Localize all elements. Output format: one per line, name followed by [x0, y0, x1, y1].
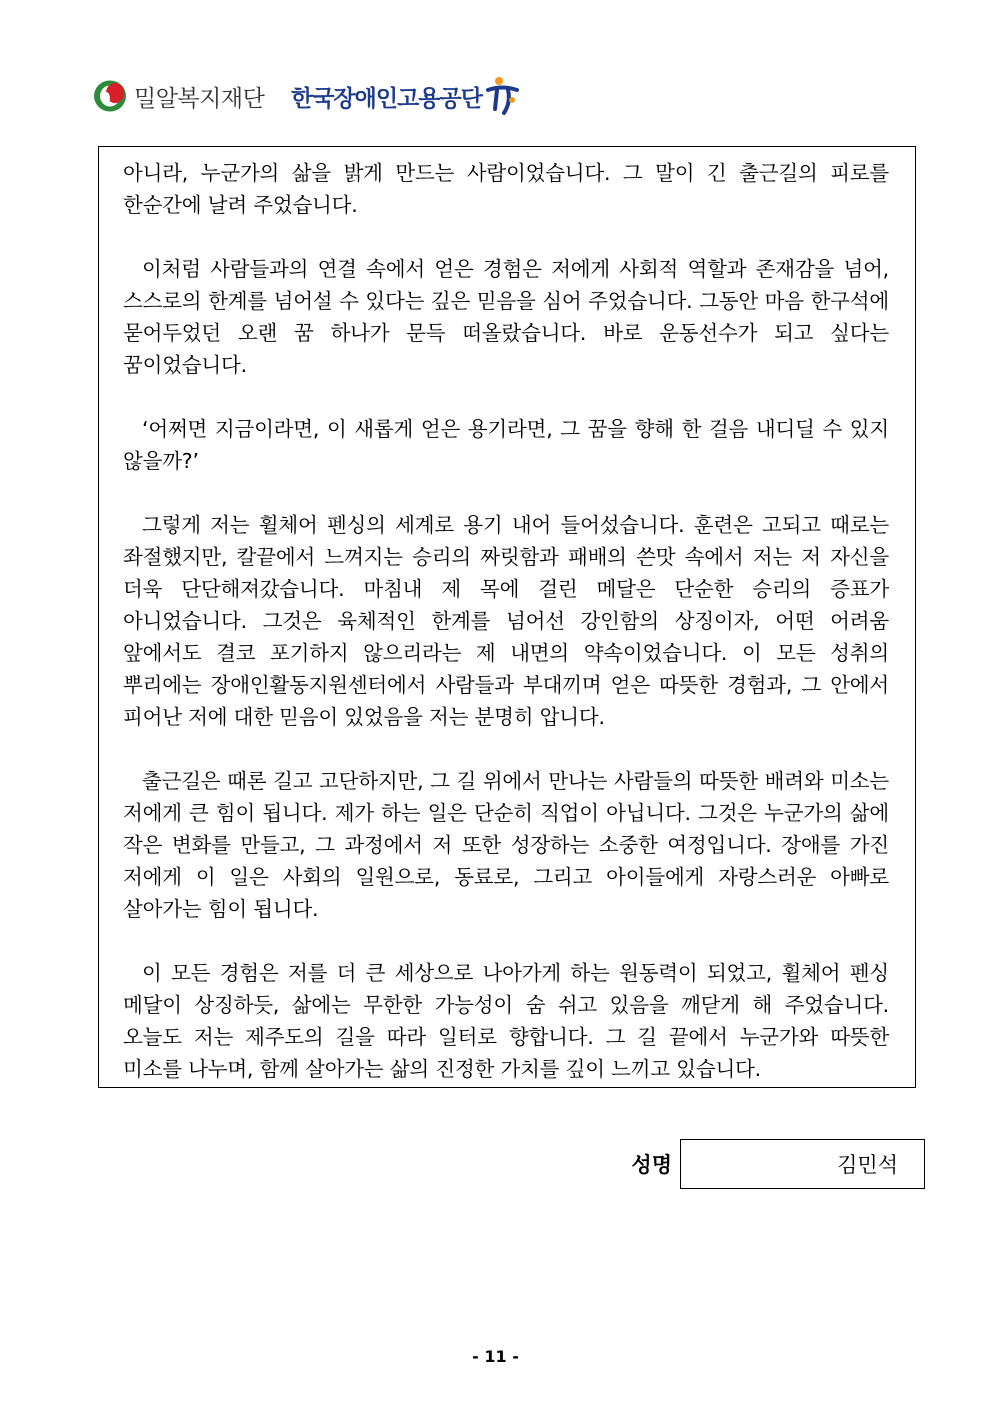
kead-logo-icon: [486, 76, 520, 116]
essay-paragraph: 아니라, 누군가의 삶을 밝게 만드는 사람이었습니다. 그 말이 긴 출근길의 피로를 한순간에 날려 주었습니다.: [123, 161, 889, 217]
kead-logo-text: 한국장애인고용공단: [291, 85, 482, 112]
signature-section: [610, 1139, 925, 1189]
signature-label: 성명: [631, 1153, 672, 1177]
essay-paragraph: 이처럼 사람들과의 연결 속에서 얻은 경험은 저에게 사회적 역할과 존재감을 넘어, 스스로의 한계를 넘어설 수 있다는 깊은 믿음을 심어 주었습니다. 그동안 마음 한구석에 묻어두었던 오랜 꿈 하나가 문득 떠올랐습니다. 바로 운동선수가 되고 싶다는 꿈이었습니다.: [123, 257, 889, 377]
signature-name: 김민석: [837, 1153, 898, 1177]
page-header: [93, 72, 693, 118]
essay-text-box: [98, 146, 916, 1088]
signature-name-box: [680, 1139, 925, 1189]
page-number: - 11 -: [472, 1347, 519, 1366]
essay-paragraph: ‘어쩌면 지금이라면, 이 새롭게 얻은 용기라면, 그 꿈을 향해 한 걸음 내디딜 수 있지 않을까?’: [123, 417, 889, 473]
essay-paragraph: 그렇게 저는 휠체어 펜싱의 세계로 용기 내어 들어섰습니다. 훈련은 고되고 때로는 좌절했지만, 칼끝에서 느껴지는 승리의 짜릿함과 패배의 쓴맛 속에서 저는 저 자신을 더욱 단단해져갔습니다. 마침내 제 목에 걸린 메달은 단순한 승리의 증표가 아니었습니다. 그것은 육체적인 한계를 넘어선 강인함의 상징이자, 어떤 어려움 앞에서도 결코 포기하지 않으리라는 제 내면의 약속이었습니다. 이 모든 성취의 뿌리에는 장애인활동지원센터에서 사람들과 부대끼며 얻은 따뜻한 경험과, 그 안에서 피어난 저에 대한 믿음이 있었음을 저는 분명히 압니다.: [123, 513, 889, 729]
milal-logo-icon: [93, 79, 129, 113]
essay-paragraph: 출근길은 때론 길고 고단하지만, 그 길 위에서 만나는 사람들의 따뜻한 배려와 미소는 저에게 큰 힘이 됩니다. 제가 하는 일은 단순히 직업이 아닙니다. 그것은 누군가의 삶에 작은 변화를 만들고, 그 과정에서 저 또한 성장하는 소중한 여정입니다. 장애를 가진 저에게 이 일은 사회의 일원으로, 동료로, 그리고 아이들에게 자랑스러운 아빠로 살아가는 힘이 됩니다.: [123, 769, 889, 921]
essay-paragraph: 이 모든 경험은 저를 더 큰 세상으로 나아가게 하는 원동력이 되었고, 휠체어 펜싱 메달이 상징하듯, 삶에는 무한한 가능성이 숨 쉬고 있음을 깨닫게 해 주었습니다. 오늘도 저는 제주도의 길을 따라 일터로 향합니다. 그 길 끝에서 누군가와 따뜻한 미소를 나누며, 함께 살아가는 삶의 진정한 가치를 깊이 느끼고 있습니다.: [123, 961, 889, 1081]
milal-logo: [93, 79, 264, 113]
milal-logo-text: 밀알복지재단: [134, 85, 265, 112]
kead-logo: [291, 74, 520, 118]
